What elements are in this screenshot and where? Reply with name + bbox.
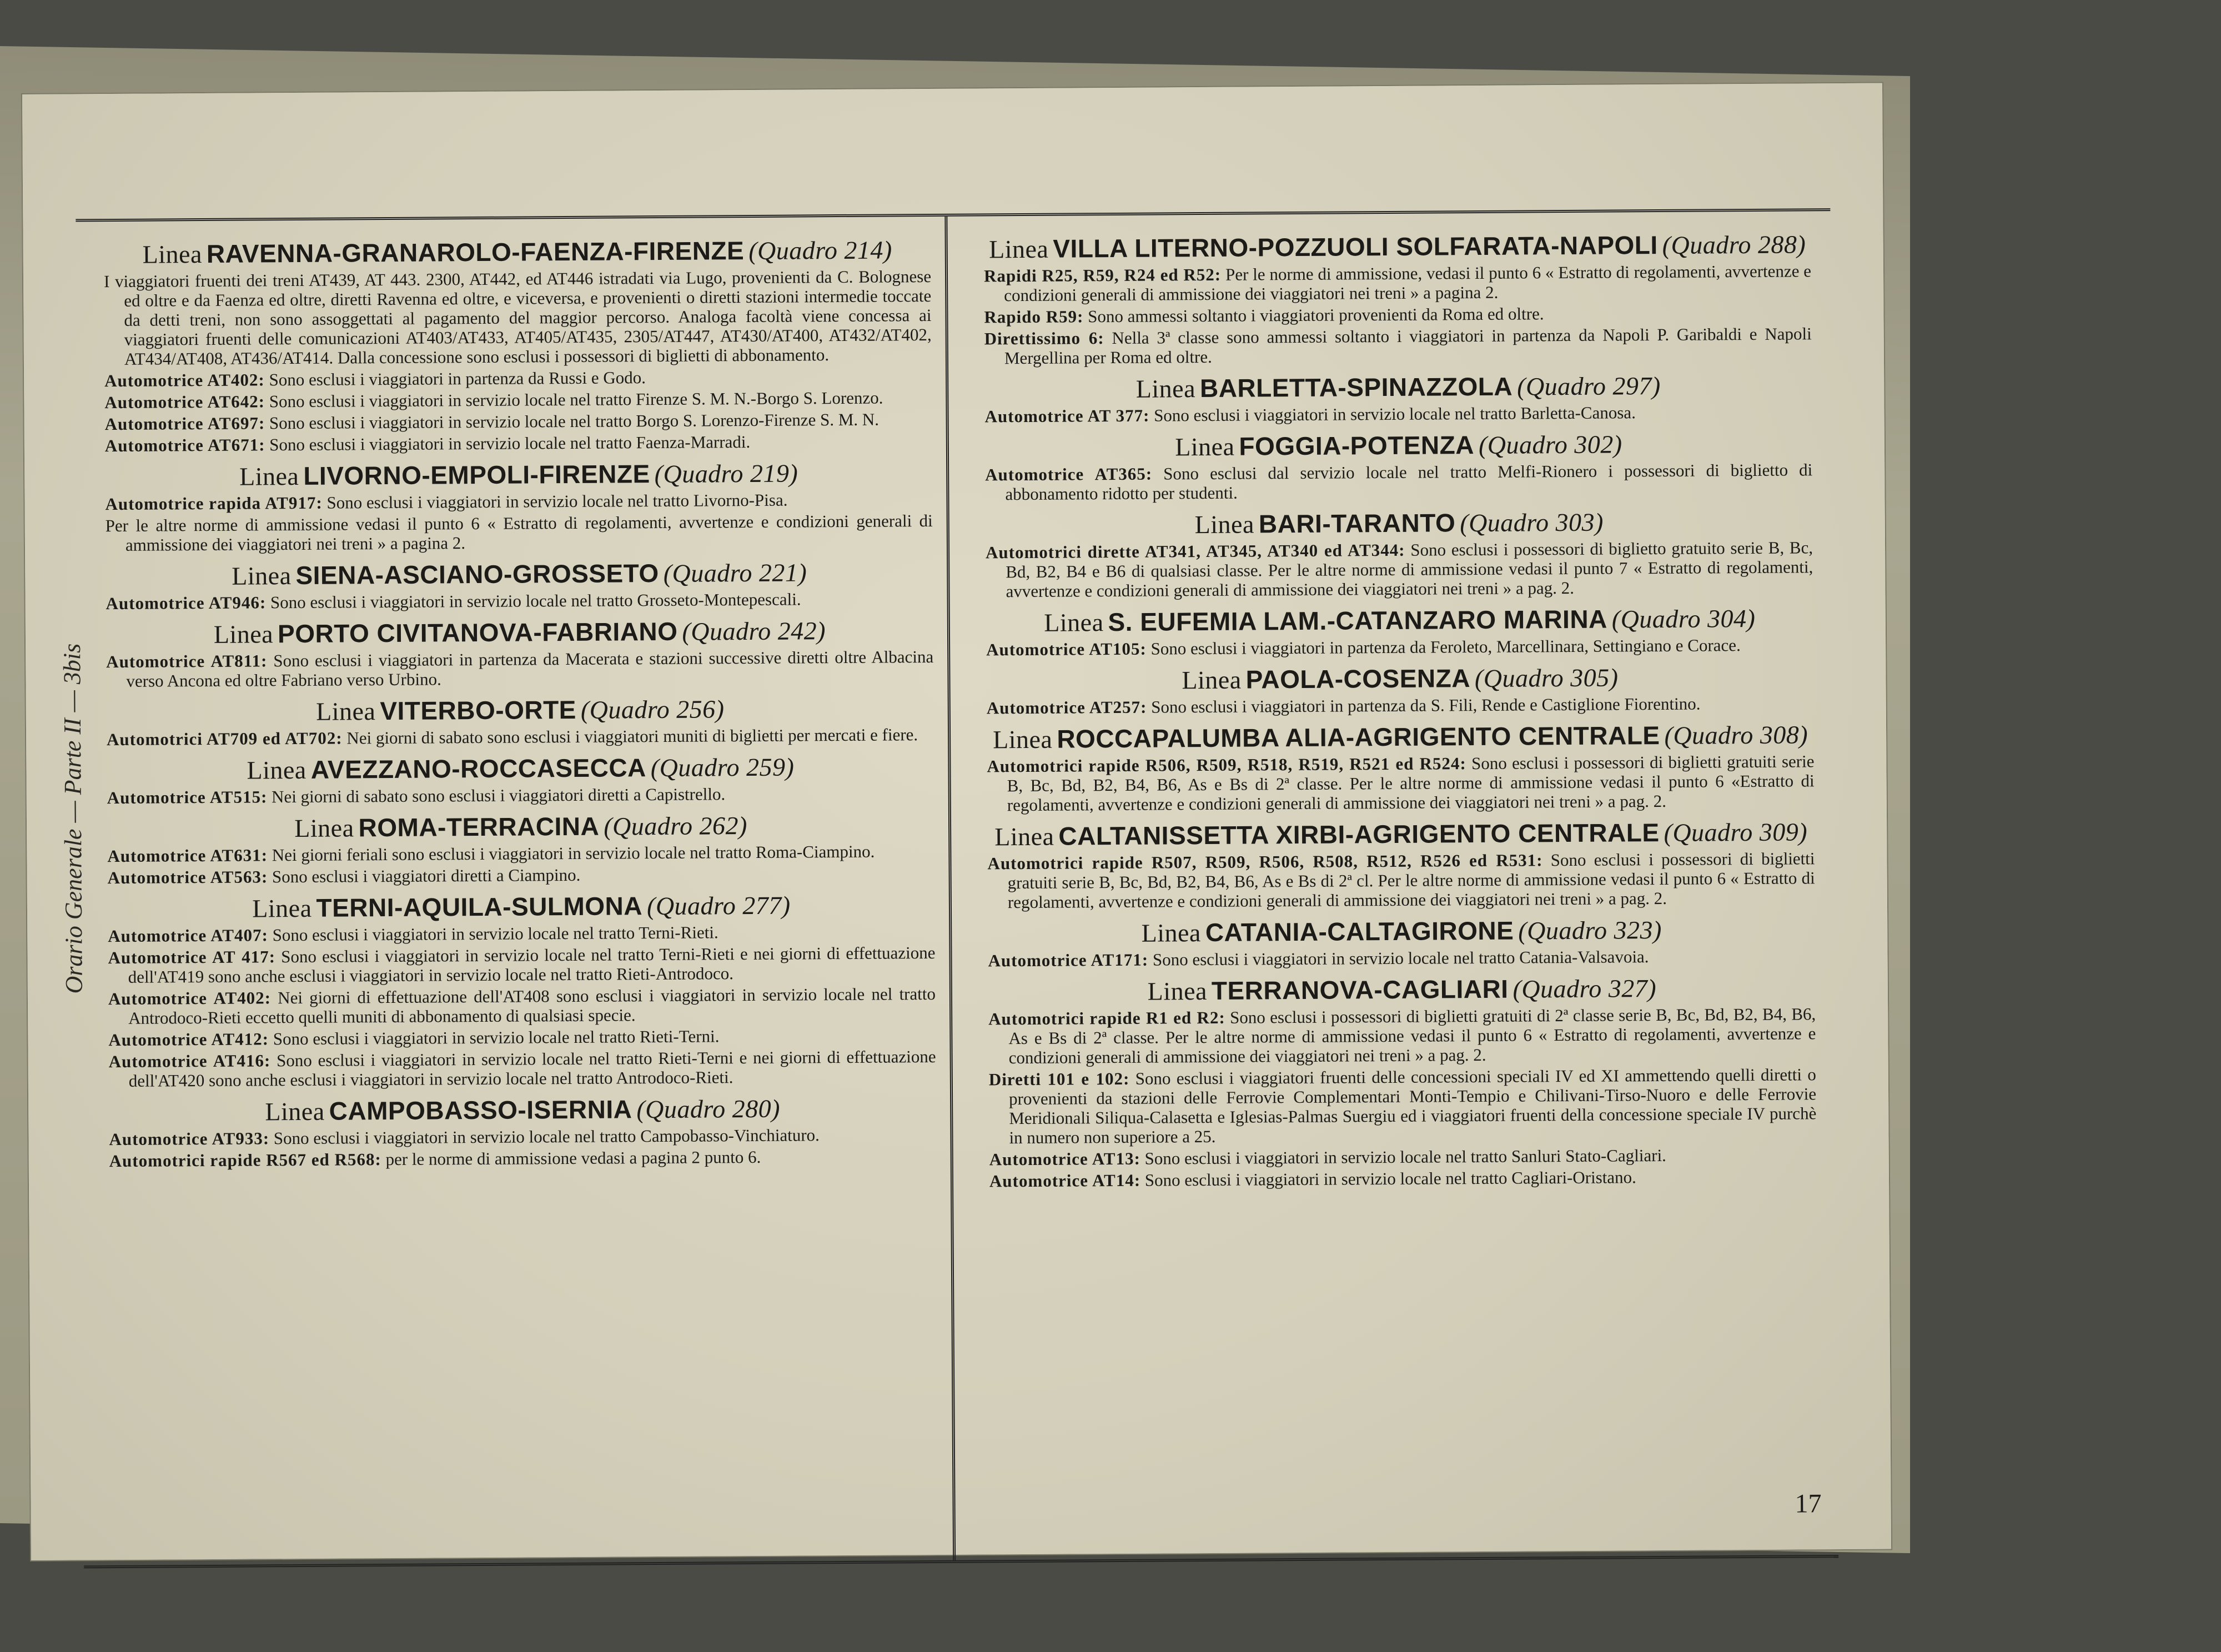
line-title <box>107 810 934 844</box>
rule-text: Sono esclusi i viaggiatori in partenza da Russi e Godo. <box>269 368 646 390</box>
train-label: Automotrice AT642: <box>104 391 265 413</box>
rule-text: Nei giorni di sabato sono esclusi i viaggiatori muniti di biglietti per mercati e fiere. <box>346 725 918 748</box>
rule-text: Sono esclusi i viaggiatori in servizio locale nel tratto Firenze S. M. N.-Borgo S. Lorenzo. <box>269 388 883 411</box>
rule-entry <box>104 267 932 369</box>
rule-text: Sono esclusi i possessori di biglietti gratuiti serie B, Bc, Bd, B2, B4, B6, As e Bs di 2ª cl. Per le altre norme di ammissione vedasi il punto 6 « Estratto di regolamenti, avvertenze e condizioni generali di ammissione dei viaggiatori nei treni » a pag. 2. <box>1007 848 1815 912</box>
rule-text: Sono esclusi i viaggiatori in servizio locale nel tratto Barletta-Canosa. <box>1154 403 1636 425</box>
line-title <box>104 235 931 269</box>
rule-entry <box>986 635 1813 659</box>
train-label: Automotrice rapida AT917: <box>105 493 323 514</box>
rule-text: Sono esclusi i viaggiatori diretti a Ciampino. <box>272 865 581 887</box>
line-word: Linea <box>239 462 299 491</box>
rule-text: Sono esclusi i viaggiatori in servizio locale nel tratto Rieti-Terni. <box>273 1026 720 1049</box>
train-label: Automotrice AT563: <box>107 867 268 888</box>
rule-entry <box>106 647 933 691</box>
line-title <box>984 230 1811 264</box>
line-name: VILLA LITERNO-POZZUOLI SOLFARATA-NAPOLI <box>1053 230 1658 263</box>
quadro-ref: (Quadro 327) <box>1513 974 1657 1003</box>
rule-text: Sono esclusi i viaggiatori in servizio locale nel tratto Rieti-Terni e nei giorni di effettuazione dell'AT420 sono anche esclusi i viaggiatori in servizio locale nel tratto Antrodoco-Rieti. <box>128 1047 936 1091</box>
rule-text: Sono esclusi i possessori di biglietto gratuito serie B, Bc, Bd, B2, B4 e B6 di qualsiasi classe. Per le altre norme di ammissione vedasi il punto 7 « Estratto di regolamenti, avvertenze e condizioni generali di ammissione dei viaggiatori nei treni » a pag. 2. <box>1006 538 1813 601</box>
train-label: Automotrice AT697: <box>104 413 265 434</box>
left-column <box>104 228 937 1173</box>
quadro-ref: (Quadro 256) <box>580 695 725 724</box>
line-title <box>986 604 1813 637</box>
train-label: Automotrice AT515: <box>107 787 268 808</box>
train-label: Automotrice AT412: <box>108 1029 269 1050</box>
rule-entry <box>105 431 932 455</box>
train-label: Automotrice AT631: <box>107 845 268 866</box>
line-word: Linea <box>265 1097 325 1126</box>
line-name: FOGGIA-POTENZA <box>1239 430 1475 461</box>
line-name: TERRANOVA-CAGLIARI <box>1211 974 1509 1005</box>
quadro-ref: (Quadro 305) <box>1474 663 1619 693</box>
line-name: SIENA-ASCIANO-GROSSETO <box>295 559 659 590</box>
rule-text: Sono esclusi dal servizio locale nel tratto Melfi-Rionero i possessori di biglietto di abbonamento ridotto per studenti. <box>1005 460 1813 504</box>
line-name: BARI-TARANTO <box>1258 508 1456 539</box>
train-label: Rapidi R25, R59, R24 ed R52: <box>983 264 1222 286</box>
rule-text: Sono esclusi i viaggiatori fruenti delle concessioni speciali IV ed XI ammettendo quelli diretti o provenienti da stazioni delle Ferrovie Complementari Monti-Tempio e Chilivani-Tirso-Nuoro e delle Ferrovie Meridionali Siliqua-Calasetta e Iglesias-Palmas Suergiu ed i viaggiatori fruenti della concessione speciale IV purchè in numero non superiore a 25. <box>1008 1064 1817 1148</box>
rule-entry <box>105 589 933 613</box>
train-label: Automotrice AT402: <box>104 370 265 391</box>
rule-text: Per le altre norme di ammissione vedasi il punto 6 « Estratto di regolamenti, avvertenze e condizioni generali di ammissione dei viaggiatori nei treni » a pagina 2. <box>105 511 933 555</box>
line-word: Linea <box>294 814 354 843</box>
rule-entry <box>987 848 1815 912</box>
column-divider <box>944 217 956 1560</box>
train-label: Automotrice AT105: <box>986 639 1147 660</box>
rule-text: Sono esclusi i viaggiatori in servizio locale nel tratto Faenza-Marradi. <box>269 432 751 455</box>
rule-entry <box>108 921 935 946</box>
line-title <box>985 429 1812 463</box>
rule-text: Sono esclusi i viaggiatori in partenza da S. Fili, Rende e Castiglione Fiorentino. <box>1151 694 1701 717</box>
quadro-ref: (Quadro 277) <box>646 891 791 921</box>
line-word: Linea <box>994 822 1054 851</box>
line-word: Linea <box>213 620 274 649</box>
line-name: CALTANISSETTA XIRBI-AGRIGENTO CENTRALE <box>1058 818 1660 851</box>
line-word: Linea <box>252 893 312 923</box>
rule-entry <box>984 324 1812 368</box>
line-title <box>105 558 933 591</box>
rule-text: Sono esclusi i viaggiatori in servizio locale nel tratto Terni-Rieti. <box>272 922 718 945</box>
quadro-ref: (Quadro 221) <box>663 558 807 588</box>
line-title <box>987 720 1814 754</box>
line-word: Linea <box>992 725 1053 754</box>
rule-text: Nei giorni di sabato sono esclusi i viaggiatori diretti a Capistrello. <box>272 784 726 807</box>
line-word: Linea <box>232 561 292 590</box>
line-title <box>105 458 932 492</box>
quadro-ref: (Quadro 302) <box>1478 430 1622 460</box>
line-word: Linea <box>1141 918 1202 947</box>
line-name: CATANIA-CALTAGIRONE <box>1205 916 1514 947</box>
quadro-ref: (Quadro 323) <box>1518 916 1662 945</box>
train-label: Automotrice AT811: <box>106 651 268 672</box>
line-name: CAMPOBASSO-ISERNIA <box>329 1094 632 1126</box>
train-label: Automotrici dirette AT341, AT345, AT340 ed AT344: <box>985 540 1405 563</box>
rule-entry <box>988 1004 1816 1067</box>
train-label: Rapido R59: <box>984 307 1084 327</box>
line-name: ROMA-TERRACINA <box>358 811 600 842</box>
line-title <box>106 616 933 650</box>
rule-entry <box>984 401 1812 426</box>
train-label: Automotrice AT257: <box>986 697 1147 718</box>
line-name: AVEZZANO-ROCCASECCA <box>310 753 646 784</box>
rule-entry <box>986 538 1813 601</box>
rule-text: I viaggiatori fruenti dei treni AT439, AT 443. 2300, AT442, ed AT446 istradati via Lugo, provenienti da C. Bolognese ed oltre e da Faenza ed oltre, diretti Ravenna ed oltre, e viceversa, e provenienti o diretti stazioni intermedie toccate da detti treni, non sono assoggettati al pagamento del maggior percorso. Analoga facoltà viene concessa ai viaggiatori fruenti delle comunicazioni AT403/AT433, AT405/AT435, 2305/AT447, AT430/AT400, AT432/AT402, AT434/AT408, AT436/AT414. Dalla concessione sono esclusi i possessori di biglietti di abbonamento. <box>103 266 932 369</box>
rule-entry <box>104 366 932 390</box>
rule-entry <box>108 984 936 1028</box>
quadro-ref: (Quadro 304) <box>1611 604 1756 634</box>
train-label: Automotrici rapide R507, R509, R506, R508, R512, R526 ed R531: <box>987 850 1543 873</box>
line-title <box>987 817 1815 851</box>
rule-text: Sono esclusi i viaggiatori in partenza da Feroleto, Marcellinara, Settingiano e Corace. <box>1150 635 1741 659</box>
line-word: Linea <box>1135 374 1196 403</box>
rule-text: Nei giorni di effettuazione dell'AT408 sono esclusi i viaggiatori in servizio locale nel tratto Antrodoco-Rieti eccetto quelli muniti di abbonamento di qualsiasi specie. <box>128 984 936 1028</box>
quadro-ref: (Quadro 288) <box>1662 230 1806 259</box>
train-label: Automotrici AT709 ed AT702: <box>106 728 343 750</box>
train-label: Automotrice AT946: <box>105 592 267 614</box>
rule-entry <box>108 943 935 987</box>
rule-text: Sono esclusi i possessori di biglietti gratuiti serie B, Bc, Bd, B2, B4, B6, As e Bs di 2ª classe. Per le altre norme di ammissione vedasi il punto 6 «Estratto di regolamenti, avvertenze e condizioni generali di ammissione dei viaggiatori nei treni » a pag. 2. <box>1007 751 1815 815</box>
rule-text: Sono esclusi i viaggiatori in servizio locale nel tratto Catania-Valsavoia. <box>1152 947 1649 970</box>
line-word: Linea <box>247 755 306 785</box>
train-label: Automotrice AT933: <box>109 1128 270 1149</box>
right-column <box>983 222 1817 1193</box>
line-title <box>988 915 1815 948</box>
rule-text: Nei giorni feriali sono esclusi i viaggiatori in servizio locale nel tratto Roma-Ciampino. <box>272 841 875 865</box>
rule-text: Sono esclusi i viaggiatori in servizio locale nel tratto Cagliari-Oristano. <box>1144 1167 1636 1190</box>
line-title <box>988 973 1816 1007</box>
rule-text: per le norme di ammissione vedasi a pagina 2 punto 6. <box>385 1147 761 1169</box>
rule-entry <box>984 302 1811 327</box>
quadro-ref: (Quadro 297) <box>1516 371 1661 401</box>
quadro-ref: (Quadro 214) <box>748 235 892 265</box>
rule-entry <box>105 409 932 434</box>
quadro-ref: (Quadro 303) <box>1460 508 1604 538</box>
rule-entry <box>985 460 1812 504</box>
rule-text: Sono ammessi soltanto i viaggiatori provenienti da Roma ed oltre. <box>1088 304 1544 327</box>
train-label: Automotrice AT14: <box>989 1170 1141 1191</box>
quadro-ref: (Quadro 309) <box>1664 817 1808 847</box>
line-name: LIVORNO-EMPOLI-FIRENZE <box>303 459 650 491</box>
rule-entry <box>105 511 933 555</box>
content-frame <box>76 208 1838 1568</box>
rule-entry <box>988 946 1815 970</box>
line-name: RAVENNA-GRANAROLO-FAENZA-FIRENZE <box>206 236 745 268</box>
line-word: Linea <box>989 234 1049 264</box>
train-label: Automotrice AT 377: <box>984 405 1150 426</box>
rule-entry <box>109 1146 937 1171</box>
train-label: Direttissimo 6: <box>984 328 1104 349</box>
rule-entry <box>107 725 934 749</box>
train-label: Automotrice AT416: <box>108 1051 271 1072</box>
rule-entry <box>105 489 932 514</box>
train-label: Automotrice AT402: <box>108 988 272 1009</box>
rule-entry <box>107 783 934 807</box>
train-label: Automotrice AT171: <box>988 950 1149 971</box>
line-title <box>109 1093 936 1127</box>
train-label: Automotrici rapide R506, R509, R518, R519, R521 ed R524: <box>987 754 1466 776</box>
rule-text: Sono esclusi i viaggiatori in servizio locale nel tratto Grosseto-Montepescali. <box>270 589 801 612</box>
rule-text: Per le norme di ammissione, vedasi il punto 6 « Estratto di regolamenti, avvertenze e condizioni generali di ammissione dei viaggiatori nei treni » a pagina 2. <box>1004 261 1812 305</box>
line-title <box>108 890 935 924</box>
line-title <box>984 370 1812 404</box>
quadro-ref: (Quadro 280) <box>636 1094 781 1124</box>
train-label: Automotrice AT407: <box>108 925 268 946</box>
rule-text: Sono esclusi i possessori di biglietti gratuiti di 2ª classe serie B, Bc, Bd, B2, B4, B6, As e Bs di 2ª classe. Per le altre norme di ammissione vedasi il punto 6 « Estratto di regolamenti, avvertenze e condizioni generali di ammissione dei viaggiatori nei treni » a pag. 2. <box>1008 1004 1816 1068</box>
line-name: S. EUFEMIA LAM.-CATANZARO MARINA <box>1108 604 1607 637</box>
line-word: Linea <box>1182 665 1242 695</box>
train-label: Diretti 101 e 102: <box>988 1068 1130 1089</box>
train-label: Automotrici rapide R567 ed R568: <box>109 1149 381 1171</box>
line-title <box>986 506 1813 540</box>
train-label: Automotrice AT 417: <box>108 947 276 968</box>
line-word: Linea <box>1175 432 1235 461</box>
rule-text: Sono esclusi i viaggiatori in partenza da Macerata e stazioni successive diretti oltre Albacina verso Ancona ed oltre Fabriano verso Urbino. <box>126 647 934 691</box>
rule-entry <box>108 1025 936 1050</box>
rule-text: Sono esclusi i viaggiatori in servizio locale nel tratto Sanluri Stato-Cagliari. <box>1144 1146 1666 1168</box>
line-word: Linea <box>1194 510 1255 539</box>
line-name: BARLETTA-SPINAZZOLA <box>1199 371 1513 403</box>
rule-entry <box>107 841 934 866</box>
train-label: Automotrici rapide R1 ed R2: <box>988 1007 1225 1029</box>
train-label: Automotrice AT13: <box>989 1148 1140 1169</box>
quadro-ref: (Quadro 242) <box>682 616 826 646</box>
rule-entry <box>989 1166 1817 1191</box>
rule-text: Sono esclusi i viaggiatori in servizio locale nel tratto Terni-Rieti e nei giorni di effettuazione dell'AT419 sono anche esclusi i viaggiatori in servizio locale nel tratto Rieti-Antrodoco. <box>128 943 936 987</box>
quadro-ref: (Quadro 259) <box>650 752 795 782</box>
rule-entry <box>104 388 932 412</box>
quadro-ref: (Quadro 262) <box>604 811 747 841</box>
rule-entry <box>109 1047 936 1091</box>
rule-entry <box>987 693 1814 717</box>
rule-entry <box>989 1144 1817 1169</box>
train-label: Automotrice AT365: <box>985 464 1153 485</box>
rule-entry <box>984 261 1811 305</box>
line-word: Linea <box>142 240 203 269</box>
line-word: Linea <box>1147 977 1208 1006</box>
quadro-ref: (Quadro 219) <box>654 459 798 489</box>
timetable-page <box>22 83 1891 1560</box>
line-title <box>107 694 934 727</box>
rule-text: Sono esclusi i viaggiatori in servizio locale nel tratto Campobasso-Vinchiaturo. <box>273 1125 820 1148</box>
line-name: ROCCAPALUMBA ALIA-AGRIGENTO CENTRALE <box>1057 721 1660 754</box>
page-number: 17 <box>1795 1489 1822 1519</box>
rule-text: Nella 3ª classe sono ammessi soltanto i viaggiatori in partenza da Napoli P. Garibaldi e Napoli Mergellina per Roma ed oltre. <box>1004 324 1812 368</box>
rule-text: Sono esclusi i viaggiatori in servizio locale nel tratto Livorno-Pisa. <box>326 490 788 513</box>
spine-text: Orario Generale — Parte II — 3bis <box>58 643 88 994</box>
line-name: TERNI-AQUILA-SULMONA <box>316 891 643 922</box>
line-name: PAOLA-COSENZA <box>1245 664 1471 694</box>
line-word: Linea <box>315 697 376 726</box>
rule-entry <box>108 863 935 887</box>
rule-entry <box>109 1124 936 1149</box>
line-name: VITERBO-ORTE <box>380 695 577 726</box>
line-word: Linea <box>1044 608 1104 637</box>
train-label: Automotrice AT671: <box>104 435 265 456</box>
line-title <box>986 662 1813 696</box>
line-name: PORTO CIVITANOVA-FABRIANO <box>277 616 678 649</box>
line-title <box>107 752 934 786</box>
rule-text: Sono esclusi i viaggiatori in servizio locale nel tratto Borgo S. Lorenzo-Firenze S. M. N. <box>269 409 880 433</box>
quadro-ref: (Quadro 308) <box>1664 720 1808 750</box>
rule-entry <box>989 1064 1817 1147</box>
rule-entry <box>987 751 1815 815</box>
